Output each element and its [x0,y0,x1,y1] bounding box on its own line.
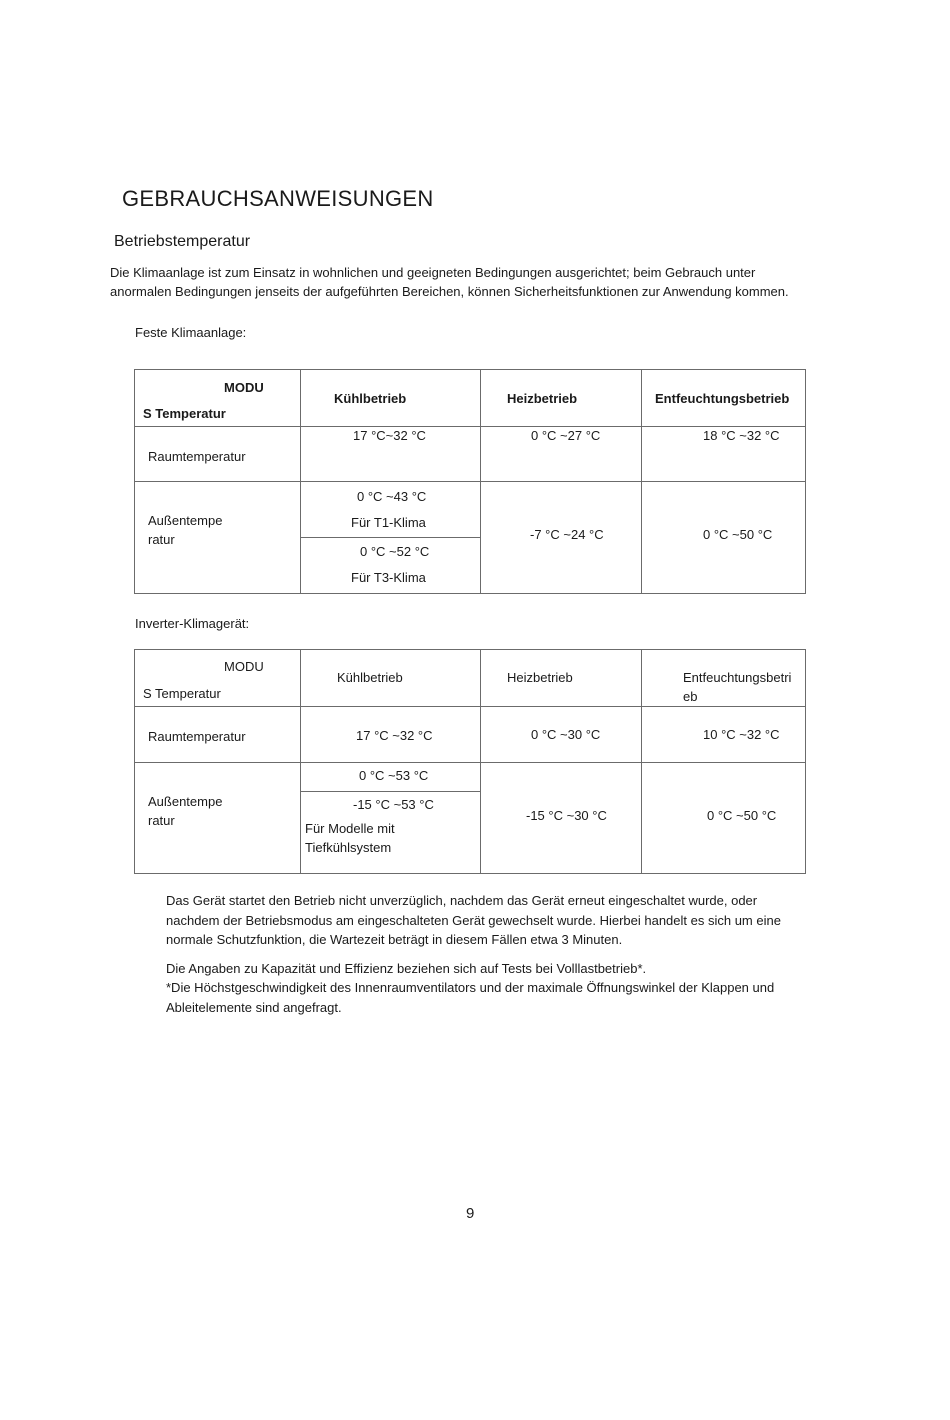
outdoor-cool-t3-note: Für T3-Klima [351,570,426,585]
outdoor-cool-note-2: Tiefkühlsystem [305,840,392,855]
note-paragraph-fan: *Die Höchstgeschwindigkeit des Innenraumventilators und der maximale Öffnungswinkel der Klappen und Ableitelemente sind angefragt. [166,980,775,1015]
header-heat-cell [481,650,642,707]
header-heat: Heizbetrieb [507,391,578,406]
room-dehum-value: 10 °C ~32 °C [703,727,780,742]
outdoor-cool-t1-note: Für T1-Klima [351,515,426,530]
header-dehum-cell [642,650,806,707]
room-cool-value: 17 °C~32 °C [353,428,426,443]
room-label-cell [135,707,301,763]
fixed-ac-table [134,369,806,594]
row-label-outdoor-2: ratur [148,532,175,547]
header-dehum-line2: eb [683,689,698,704]
row-label-room: Raumtemperatur [148,449,246,464]
header-dehum-cell [642,370,806,427]
note-paragraph-capacity: Die Angaben zu Kapazität und Effizienz beziehen sich auf Tests bei Volllastbetrieb*. [166,961,647,976]
section-heading: Betriebstemperatur [114,233,251,250]
header-cool-cell [301,370,481,427]
table-row [135,707,806,763]
table-header-row [135,370,806,427]
outdoor-label-cell [135,482,301,594]
inverter-ac-table [134,649,806,874]
outdoor-heat-value: -15 °C ~30 °C [526,808,607,823]
header-mode-cell [135,370,301,427]
table-row [135,763,806,792]
row-label-outdoor-1: Außentempe [148,513,223,528]
header-modus: MODU [224,659,264,674]
header-temperatur: S Temperatur [143,686,221,701]
room-cool-value: 17 °C ~32 °C [356,728,433,743]
header-cool: Kühlbetrieb [337,670,403,685]
outdoor-heat-value: -7 °C ~24 °C [530,527,604,542]
header-modus: MODU [224,380,264,395]
intro-paragraph: Die Klimaanlage ist zum Einsatz in wohnlichen und geeigneten Bedingungen ausgerichtet; beim Gebrauch unter anormalen Bedingungen jenseits der aufgeführten Bereichen, können Sicherheitsfunktionen zur Anwendung kommen. [110,265,789,299]
page-title: GEBRAUCHSANWEISUNGEN [122,186,434,211]
page-number: 9 [466,1205,475,1222]
row-label-outdoor-1: Außentempe [148,794,223,809]
header-dehum: Entfeuchtungsbetrieb [655,391,790,406]
row-label-room: Raumtemperatur [148,729,246,744]
header-temperatur: S Temperatur [143,406,226,421]
outdoor-dehum-value: 0 °C ~50 °C [707,808,777,823]
room-heat-value: 0 °C ~27 °C [531,428,601,443]
fixed-table-caption: Feste Klimaanlage: [135,325,247,340]
header-cool-cell [301,650,481,707]
header-heat: Heizbetrieb [507,670,573,685]
outdoor-cool-t3-range: 0 °C ~52 °C [360,544,430,559]
outdoor-label-cell [135,763,301,874]
header-mode-cell [135,650,301,707]
table-header-row [135,650,806,707]
outdoor-cool-note-1: Für Modelle mit [305,821,395,836]
row-label-outdoor-2: ratur [148,813,175,828]
header-heat-cell [481,370,642,427]
table-row [135,427,806,482]
outdoor-cool-range-a: 0 °C ~53 °C [359,768,429,783]
outdoor-dehum-value: 0 °C ~50 °C [703,527,773,542]
note-paragraph-restart: Das Gerät startet den Betrieb nicht unverzüglich, nachdem das Gerät erneut eingeschaltet wurde, oder nachdem der Betriebsmodus am eingeschalteten Gerät gewechselt wurde. Hierbei handelt es sich um eine normale Schutzfunktion, die Wartezeit beträgt in diesem Fällen etwa 3 Minuten. [166,893,781,947]
header-cool: Kühlbetrieb [334,391,407,406]
room-heat-value: 0 °C ~30 °C [531,727,601,742]
room-dehum-value: 18 °C ~32 °C [703,428,780,443]
room-label-cell [135,427,301,482]
header-dehum-line1: Entfeuchtungsbetri [683,670,792,685]
table-row [135,482,806,538]
inverter-table-caption: Inverter-Klimagerät: [135,616,250,631]
outdoor-cool-range-b: -15 °C ~53 °C [353,797,434,812]
outdoor-cool-t1-range: 0 °C ~43 °C [357,489,427,504]
